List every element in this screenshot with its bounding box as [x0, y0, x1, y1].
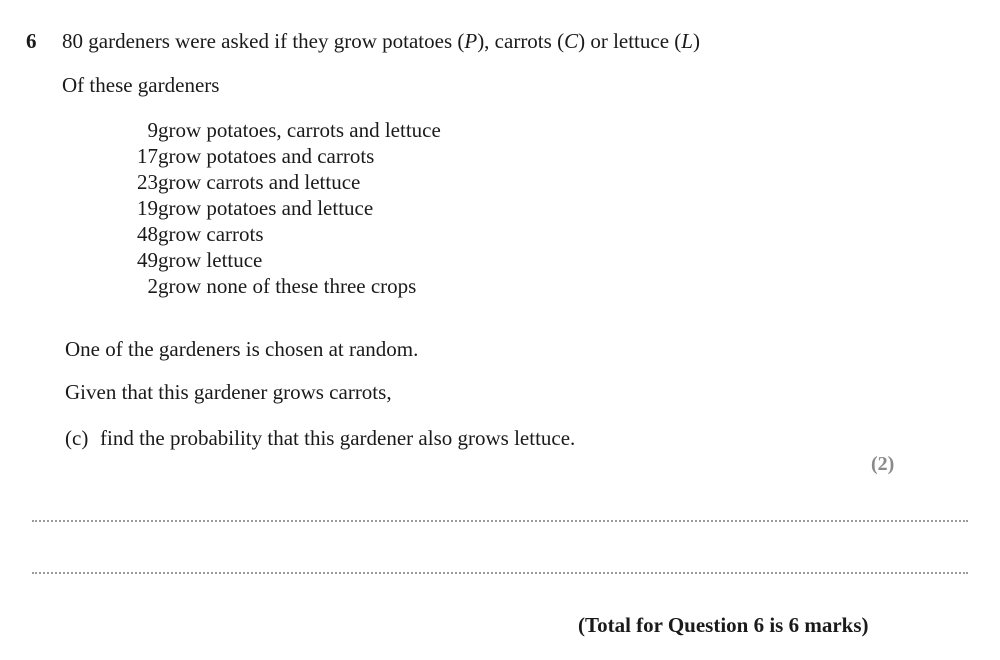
symbol-c: C: [564, 29, 579, 53]
fact-number: 49: [137, 248, 158, 272]
intro-suffix: ): [692, 29, 700, 53]
fact-text: grow potatoes and lettuce: [158, 196, 374, 220]
fact-row: [129, 224, 441, 250]
given-condition: Given that this gardener grows carrots,: [65, 380, 392, 404]
fact-text: grow potatoes and carrots: [158, 144, 375, 168]
facts-list: [129, 120, 441, 302]
fact-number: 48: [137, 222, 158, 246]
fact-row: [129, 172, 441, 198]
part-c: [65, 428, 575, 449]
fact-text: grow carrots and lettuce: [158, 170, 361, 194]
fact-number: 2: [147, 274, 158, 298]
part-c-text: find the probability that this gardener also grows lettuce.: [100, 426, 576, 450]
total-marks: (Total for Question 6 is 6 marks): [578, 613, 869, 637]
fact-number: 17: [137, 144, 158, 168]
answer-line[interactable]: [32, 572, 968, 574]
fact-row: [129, 120, 441, 146]
intro-sep-2: ) or lettuce (: [578, 29, 682, 53]
fact-row: [129, 198, 441, 224]
answer-line[interactable]: [32, 520, 968, 522]
question-number: 6: [26, 29, 37, 53]
symbol-p: P: [464, 29, 478, 53]
fact-row: [129, 276, 441, 302]
intro-prefix: 80 gardeners were asked if they grow potatoes (: [62, 29, 465, 53]
of-these-gardeners: Of these gardeners: [62, 73, 220, 97]
intro-sep-1: ), carrots (: [477, 29, 565, 53]
fact-number: 19: [137, 196, 158, 220]
question-intro: [62, 31, 700, 52]
fact-number: 23: [137, 170, 158, 194]
fact-text: grow potatoes, carrots and lettuce: [158, 118, 441, 142]
fact-row: [129, 146, 441, 172]
fact-text: grow none of these three crops: [158, 274, 417, 298]
fact-number: 9: [147, 118, 158, 142]
part-c-label: (c): [65, 426, 89, 450]
marks-badge: (2): [871, 453, 895, 475]
fact-text: grow carrots: [158, 222, 264, 246]
chosen-at-random: One of the gardeners is chosen at random.: [65, 337, 419, 361]
fact-row: [129, 250, 441, 276]
symbol-l: L: [681, 29, 693, 53]
fact-text: grow lettuce: [158, 248, 263, 272]
